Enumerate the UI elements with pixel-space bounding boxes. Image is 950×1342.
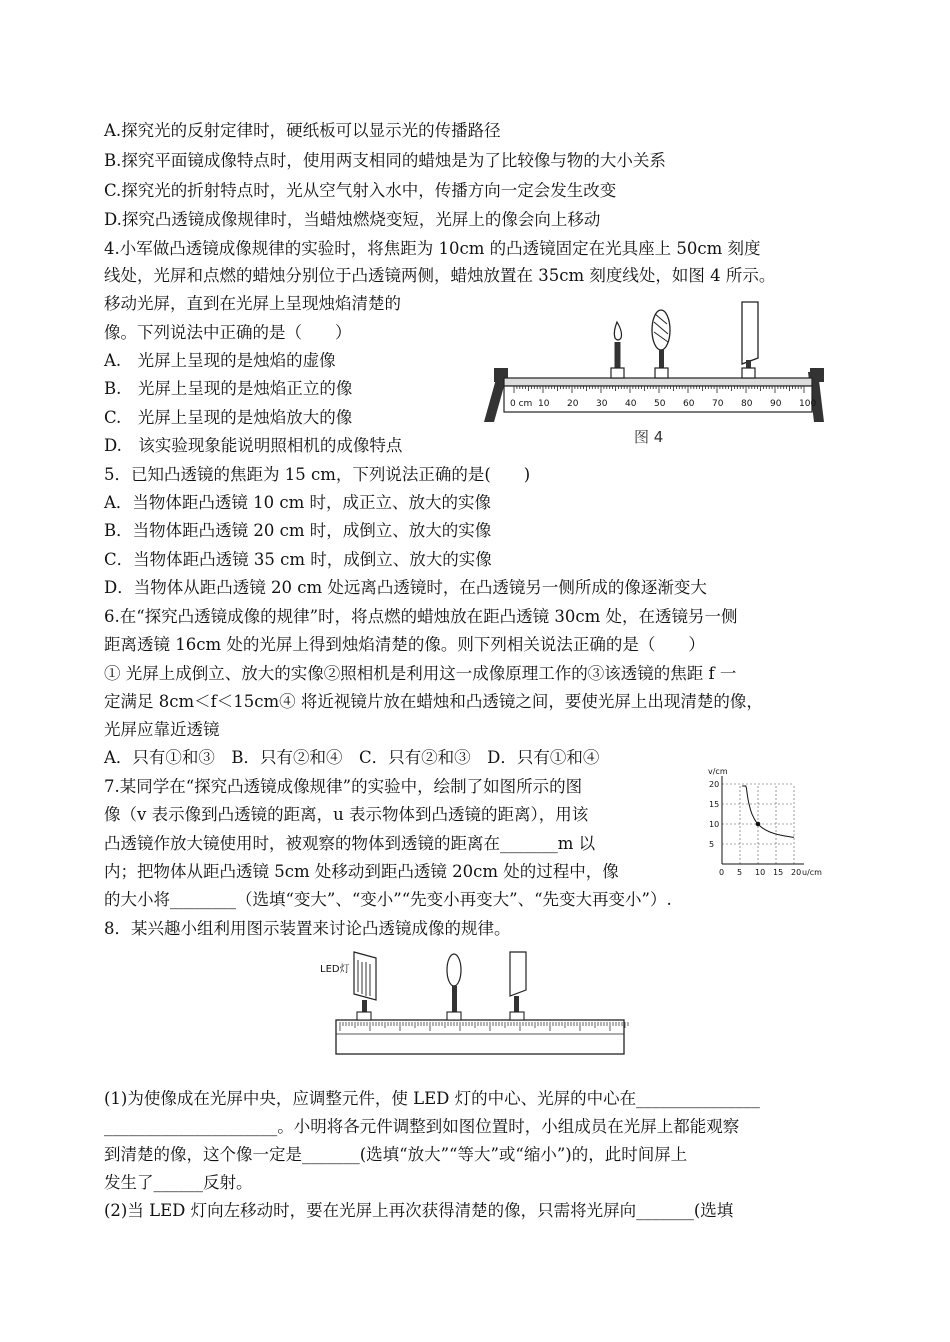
convex-lens (652, 310, 670, 378)
q4-option-a: A. 光屏上呈现的是烛焰的虚像 (104, 351, 336, 370)
q3-option-d: D.探究凸透镜成像规律时，当蜡烛燃烧变短，光屏上的像会向上移动 (104, 210, 601, 229)
q3-option-c: C.探究光的折射特点时，光从空气射入水中，传播方向一定会发生改变 (104, 181, 617, 200)
led-label: LED灯 (320, 964, 350, 975)
q5-option-c: C．当物体距凸透镜 35 cm 时，成倒立、放大的实像 (104, 550, 492, 569)
led-lamp (354, 952, 376, 1020)
x-tick-label: 15 (773, 868, 784, 877)
q4-stem-line-4: 像。下列说法中正确的是（ ） (104, 323, 352, 342)
q8-part1-line-4: 发生了______反射。 (104, 1173, 253, 1192)
x-tick-label: 20 (791, 868, 802, 877)
q5-option-d: D．当物体从距凸透镜 20 cm 处远离凸透镜时，在凸透镜另一侧所成的像逐渐变大 (104, 578, 707, 597)
x-axis-label: u/cm (802, 868, 822, 877)
ruler-tick-label: 40 (625, 399, 637, 409)
q8-part1-line-2: _____________________。小明将各元件调整到如图位置时，小组成员在光屏上都能观察 (104, 1117, 740, 1136)
ruler-tick-label: 90 (770, 399, 782, 409)
q8-part1-line-3: 到清楚的像，这个像一定是_______(选填“放大”“等大”或“缩小”)的，此时间屏上 (104, 1145, 688, 1164)
ruler-tick-label: 30 (596, 399, 608, 409)
light-screen (742, 302, 758, 378)
q6-stem-line-3: ① 光屏上成倒立、放大的实像②照相机是利用这一成像原理工作的③该透镜的焦距 f 一 (104, 664, 737, 683)
convex-lens (447, 954, 461, 1020)
ruler-tick-label: 100 (799, 399, 817, 409)
y-tick-label: 10 (709, 820, 720, 829)
q8-apparatus-figure (320, 950, 628, 1056)
ruler-tick-label: 20 (567, 399, 579, 409)
q4-stem-line-1: 4.小军做凸透镜成像规律的实验时，将焦距为 10cm 的凸透镜固定在光具座上 50cm 刻度 (104, 239, 761, 258)
series-line-v-u (742, 786, 794, 837)
q6-stem-line-1: 6.在“探究凸透镜成像的规律”时，将点燃的蜡烛放在距凸透镜 30cm 处，在透镜另一侧 (104, 607, 738, 626)
vu-chart (700, 762, 850, 884)
q7-stem-line-3: 凸透镜作放大镜使用时，被观察的物体到透镜的距离在_______m 以 (104, 834, 596, 853)
y-tick-label: 15 (709, 800, 720, 809)
q6-stem-line-4: 定满足 8cm＜f＜15cm④ 将近视镜片放在蜡烛和凸透镜之间，要使光屏上出现清楚的像， (104, 692, 763, 711)
figure-4-caption: 图 4 (634, 428, 664, 446)
q3-option-a: A.探究光的反射定律时，硬纸板可以显示光的传播路径 (104, 121, 501, 140)
y-tick-label: 20 (709, 780, 720, 789)
q4-option-b: B. 光屏上呈现的是烛焰正立的像 (104, 379, 353, 398)
q4-option-d: D. 该实验现象能说明照相机的成像特点 (104, 436, 403, 455)
x-tick-label: 10 (755, 868, 766, 877)
ruler-tick-label: 0 cm (510, 399, 533, 409)
y-tick-label: 5 (709, 840, 715, 849)
light-screen (510, 952, 526, 1020)
q7-stem-line-2: 像（v 表示像到凸透镜的距离，u 表示物体到凸透镜的距离），用该 (104, 805, 589, 824)
q8-stem: 8．某兴趣小组利用图示装置来讨论凸透镜成像的规律。 (104, 919, 511, 938)
q4-stem-line-3: 移动光屏，直到在光屏上呈现烛焰清楚的 (104, 294, 401, 313)
ruler-tick-label: 80 (741, 399, 753, 409)
ruler-tick-label: 10 (538, 399, 550, 409)
x-tick-label: 0 (719, 868, 725, 877)
q7-stem-line-5: 的大小将________（选填“变大”、“变小”“先变小再变大”、“先变大再变小”）. (104, 890, 672, 909)
q7-stem-line-1: 7.某同学在“探究凸透镜成像规律”的实验中，绘制了如图所示的图 (104, 777, 583, 796)
ruler-tick-label: 50 (654, 399, 666, 409)
q8-part1-line-1: (1)为使像成在光屏中央，应调整元件，使 LED 灯的中心、光屏的中心在_______________ (104, 1089, 760, 1108)
q5-stem: 5．已知凸透镜的焦距为 15 cm，下列说法正确的是( ) (104, 465, 531, 484)
q5-option-b: B．当物体距凸透镜 20 cm 时，成倒立、放大的实像 (104, 521, 492, 540)
ruler-tick-label: 70 (712, 399, 724, 409)
candle (611, 322, 624, 378)
q4-stem-line-2: 线处，光屏和点燃的蜡烛分别位于凸透镜两侧，蜡烛放置在 35cm 刻度线处，如图 4 所示。 (104, 266, 776, 285)
y-axis-label: v/cm (708, 767, 728, 776)
q8-part2-line-1: (2)当 LED 灯向左移动时，要在光屏上再次获得清楚的像，只需将光屏向_______(选填 (104, 1201, 734, 1220)
q3-option-b: B.探究平面镜成像特点时，使用两支相同的蜡烛是为了比较像与物的大小关系 (104, 151, 666, 170)
q4-option-c: C. 光屏上呈现的是烛焰放大的像 (104, 408, 353, 427)
q6-stem-line-5: 光屏应靠近透镜 (104, 720, 220, 739)
q5-option-a: A．当物体距凸透镜 10 cm 时，成正立、放大的实像 (104, 493, 492, 512)
figure-4-optical-bench (478, 298, 828, 450)
x-tick-label: 5 (737, 868, 743, 877)
q6-stem-line-2: 距离透镜 16cm 处的光屏上得到烛焰清楚的像。则下列相关说法正确的是（ ） (104, 635, 705, 654)
q7-stem-line-4: 内；把物体从距凸透镜 5cm 处移动到距凸透镜 20cm 处的过程中，像 (104, 862, 619, 881)
ruler-tick-label: 60 (683, 399, 695, 409)
highlight-point (756, 822, 761, 827)
q6-options: A．只有①和③ B．只有②和④ C．只有②和③ D．只有①和④ (104, 748, 600, 767)
